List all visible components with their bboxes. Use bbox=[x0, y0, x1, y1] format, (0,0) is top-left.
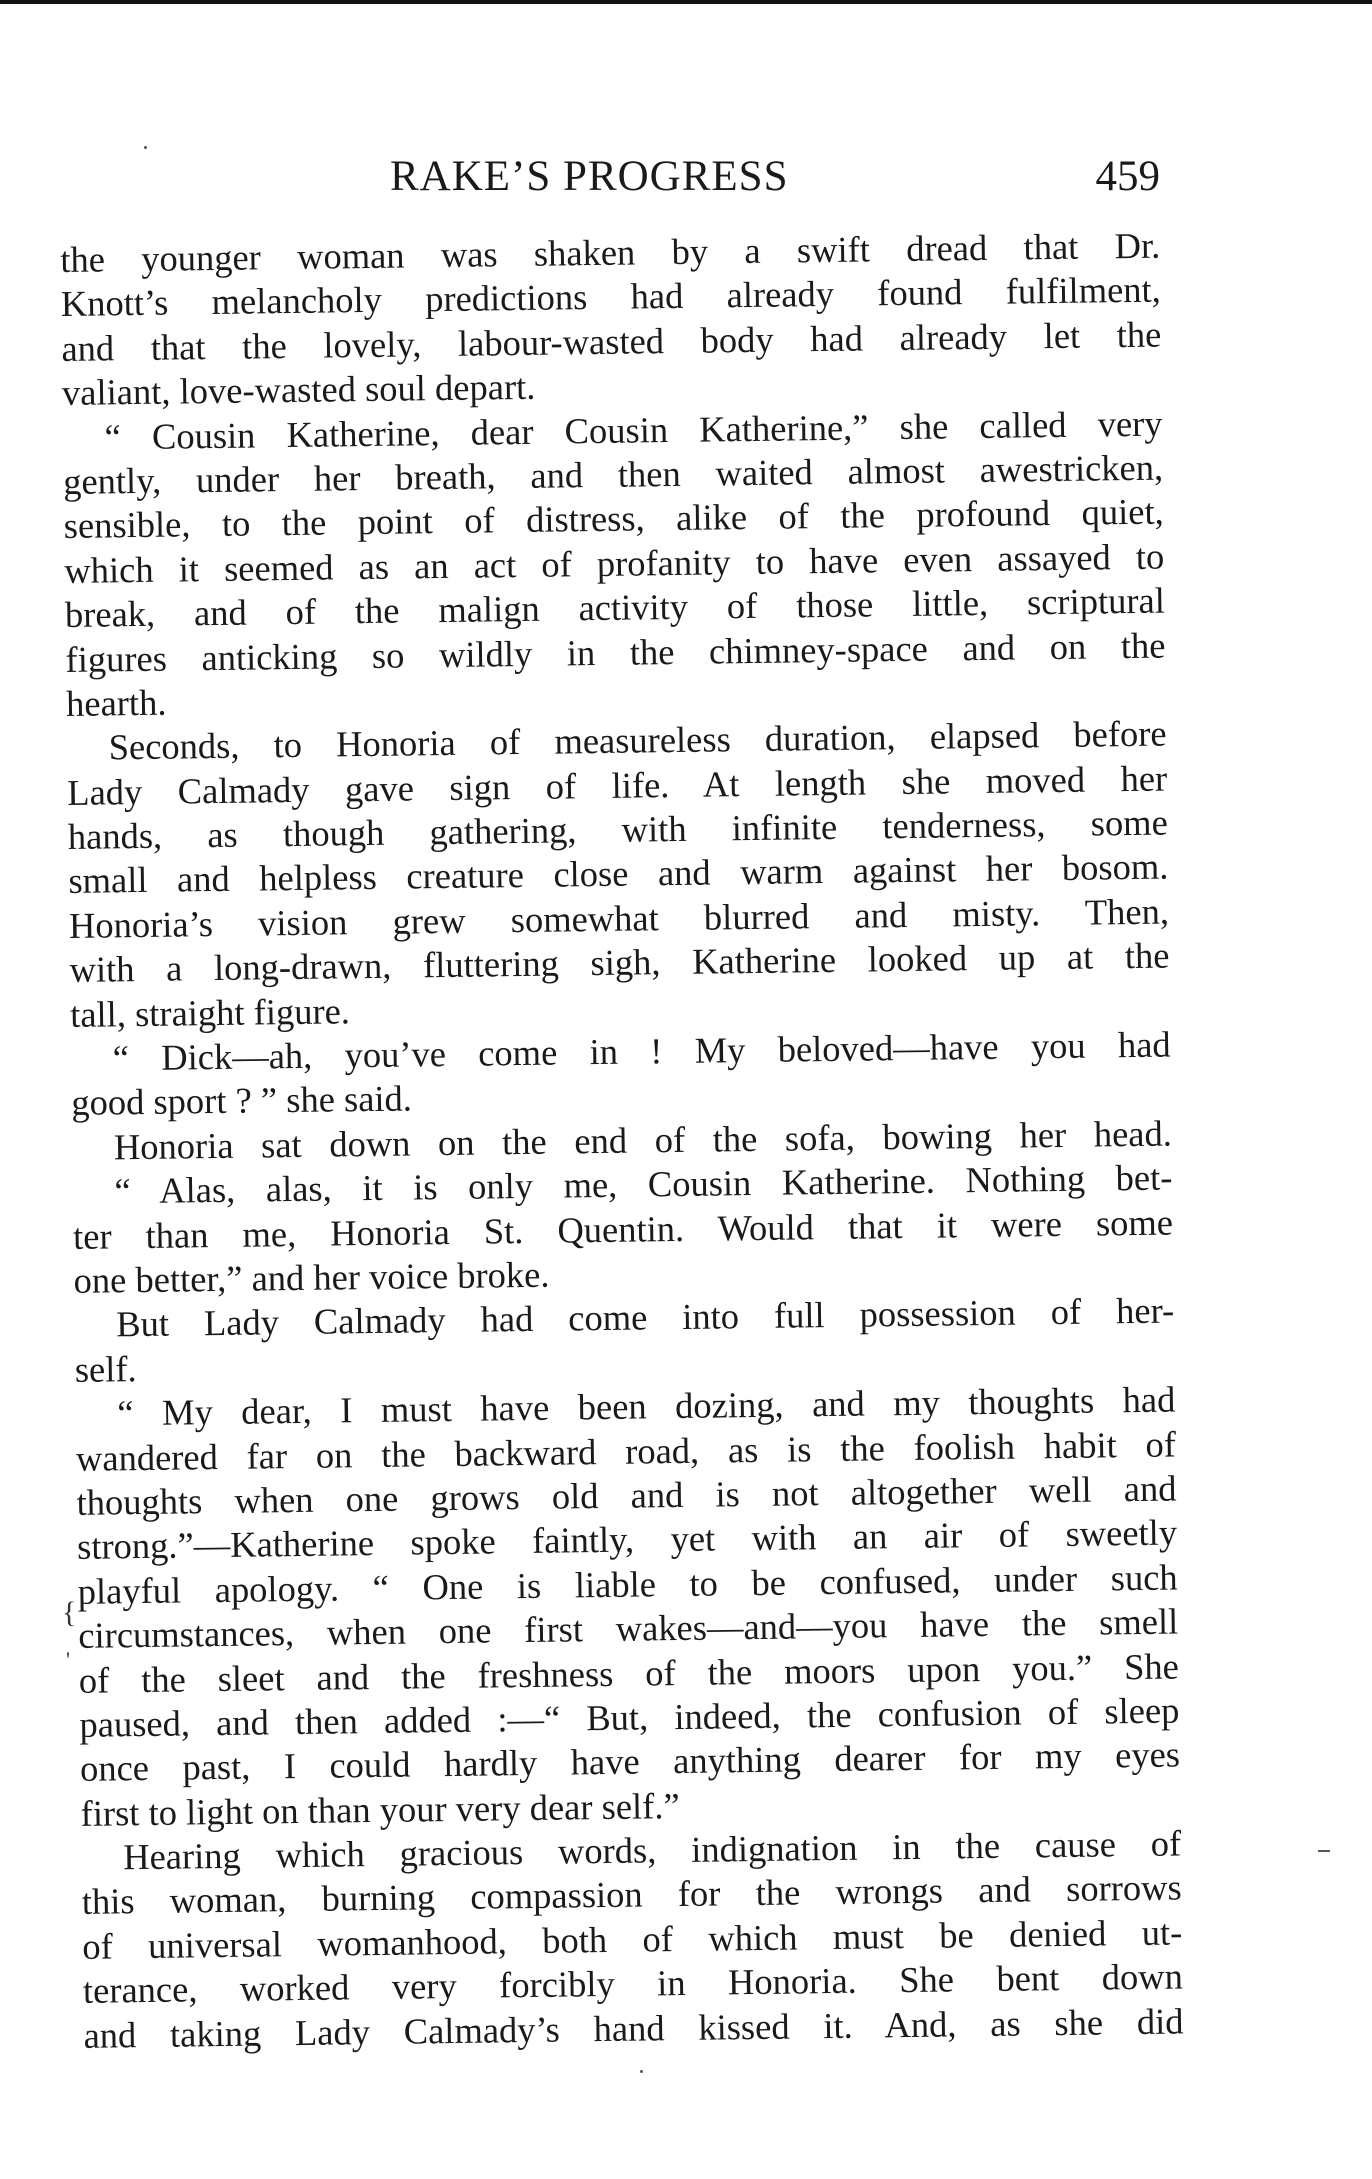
text-line: small and helpless creature close and warm against her bosom. bbox=[68, 846, 1169, 902]
page-speck bbox=[144, 146, 147, 149]
text-line: “ Dick—ah, you’ve come in ! My beloved—have you had bbox=[112, 1023, 1171, 1079]
top-border-rule bbox=[0, 0, 1372, 4]
text-line: one better,” and her voice broke. bbox=[73, 1253, 550, 1301]
text-line: tall, straight figure. bbox=[69, 989, 351, 1035]
text-line: self. bbox=[74, 1347, 137, 1390]
text-line: paused, and then added :—“ But, indeed, the confusion of sleep bbox=[79, 1689, 1180, 1745]
text-line: playful apology. “ One is liable to be confused, under such bbox=[77, 1556, 1178, 1612]
text-line: Seconds, to Honoria of measureless duration, elapsed before bbox=[108, 712, 1167, 768]
running-head: RAKE’S PROGRESS bbox=[390, 153, 789, 200]
text-line: wandered far on the backward road, as is the foolish habit of bbox=[75, 1423, 1177, 1479]
page-number: 459 bbox=[1095, 153, 1160, 200]
text-line: hearth. bbox=[65, 681, 167, 724]
text-line: good sport ? ” she said. bbox=[71, 1077, 413, 1124]
text-line: hands, as though gathering, with infinite tenderness, some bbox=[67, 801, 1169, 858]
page-header bbox=[60, 152, 1160, 212]
text-line: valiant, love-wasted soul depart. bbox=[61, 365, 536, 414]
text-line: of the sleet and the freshness of the moors upon you.” She bbox=[78, 1644, 1180, 1701]
page-speck bbox=[640, 2070, 643, 2073]
text-line: thoughts when one grows old and is not altogether well and bbox=[76, 1467, 1177, 1523]
text-line: Honoria’s vision grew somewhat blurred and misty. Then, bbox=[68, 890, 1170, 946]
margin-tick-mark: ' bbox=[66, 1647, 70, 1672]
text-line: “ Alas, alas, it is only me, Cousin Katherine. Nothing bet- bbox=[114, 1156, 1173, 1212]
text-line: and that the lovely, labour-wasted body had already let the bbox=[61, 313, 1162, 369]
text-line: this woman, burning compassion for the wrongs and sorrows bbox=[81, 1866, 1182, 1923]
margin-brace-mark: { bbox=[62, 1596, 77, 1629]
text-line: Knott’s melancholy predictions had already found fulfilment, bbox=[60, 268, 1162, 325]
text-line: gently, under her breath, and then waited almost awestricken, bbox=[62, 446, 1164, 502]
text-line: with a long-drawn, fluttering sigh, Katherine looked up at the bbox=[69, 934, 1170, 991]
body-text bbox=[60, 224, 1184, 2058]
text-line: strong.”—Katherine spoke faintly, yet with an air of sweetly bbox=[76, 1511, 1178, 1568]
text-line: But Lady Calmady had come into full possession of her- bbox=[115, 1289, 1175, 1345]
text-line: once past, I could hardly have anything dearer for my eyes bbox=[79, 1733, 1181, 1790]
text-line: terance, worked very forcibly in Honoria. She bent down bbox=[82, 1955, 1184, 2012]
text-line: break, and of the malign activity of those little, scriptural bbox=[64, 579, 1166, 636]
margin-speck bbox=[1318, 1850, 1330, 1852]
text-line: first to light on than your very dear self.” bbox=[80, 1784, 680, 1834]
text-line: sensible, to the point of distress, alike of the profound quiet, bbox=[63, 490, 1164, 547]
text-line: of universal womanhood, both of which must be denied ut- bbox=[82, 1911, 1183, 1967]
text-line: Honoria sat down on the end of the sofa, bowing her head. bbox=[113, 1112, 1173, 1168]
text-line: Lady Calmady gave sign of life. At length she moved her bbox=[66, 757, 1168, 813]
text-line: Hearing which gracious words, indignation in the cause of bbox=[122, 1822, 1182, 1878]
text-line: “ Cousin Katherine, dear Cousin Katherine,” she called very bbox=[104, 402, 1163, 457]
text-line: circumstances, when one first wakes—and—you have the smell bbox=[78, 1600, 1179, 1656]
text-line: ter than me, Honoria St. Quentin. Would that it were some bbox=[72, 1201, 1174, 1257]
text-line: which it seemed as an act of profanity to have even assayed to bbox=[64, 535, 1165, 591]
text-line: and taking Lady Calmady’s hand kissed it. And, as she did bbox=[83, 2000, 1184, 2056]
text-line: the younger woman was shaken by a swift dread that Dr. bbox=[60, 224, 1161, 280]
text-line: “ My dear, I must have been dozing, and my thoughts had bbox=[117, 1378, 1176, 1434]
text-line: figures anticking so wildly in the chimney-space and on the bbox=[65, 624, 1166, 680]
